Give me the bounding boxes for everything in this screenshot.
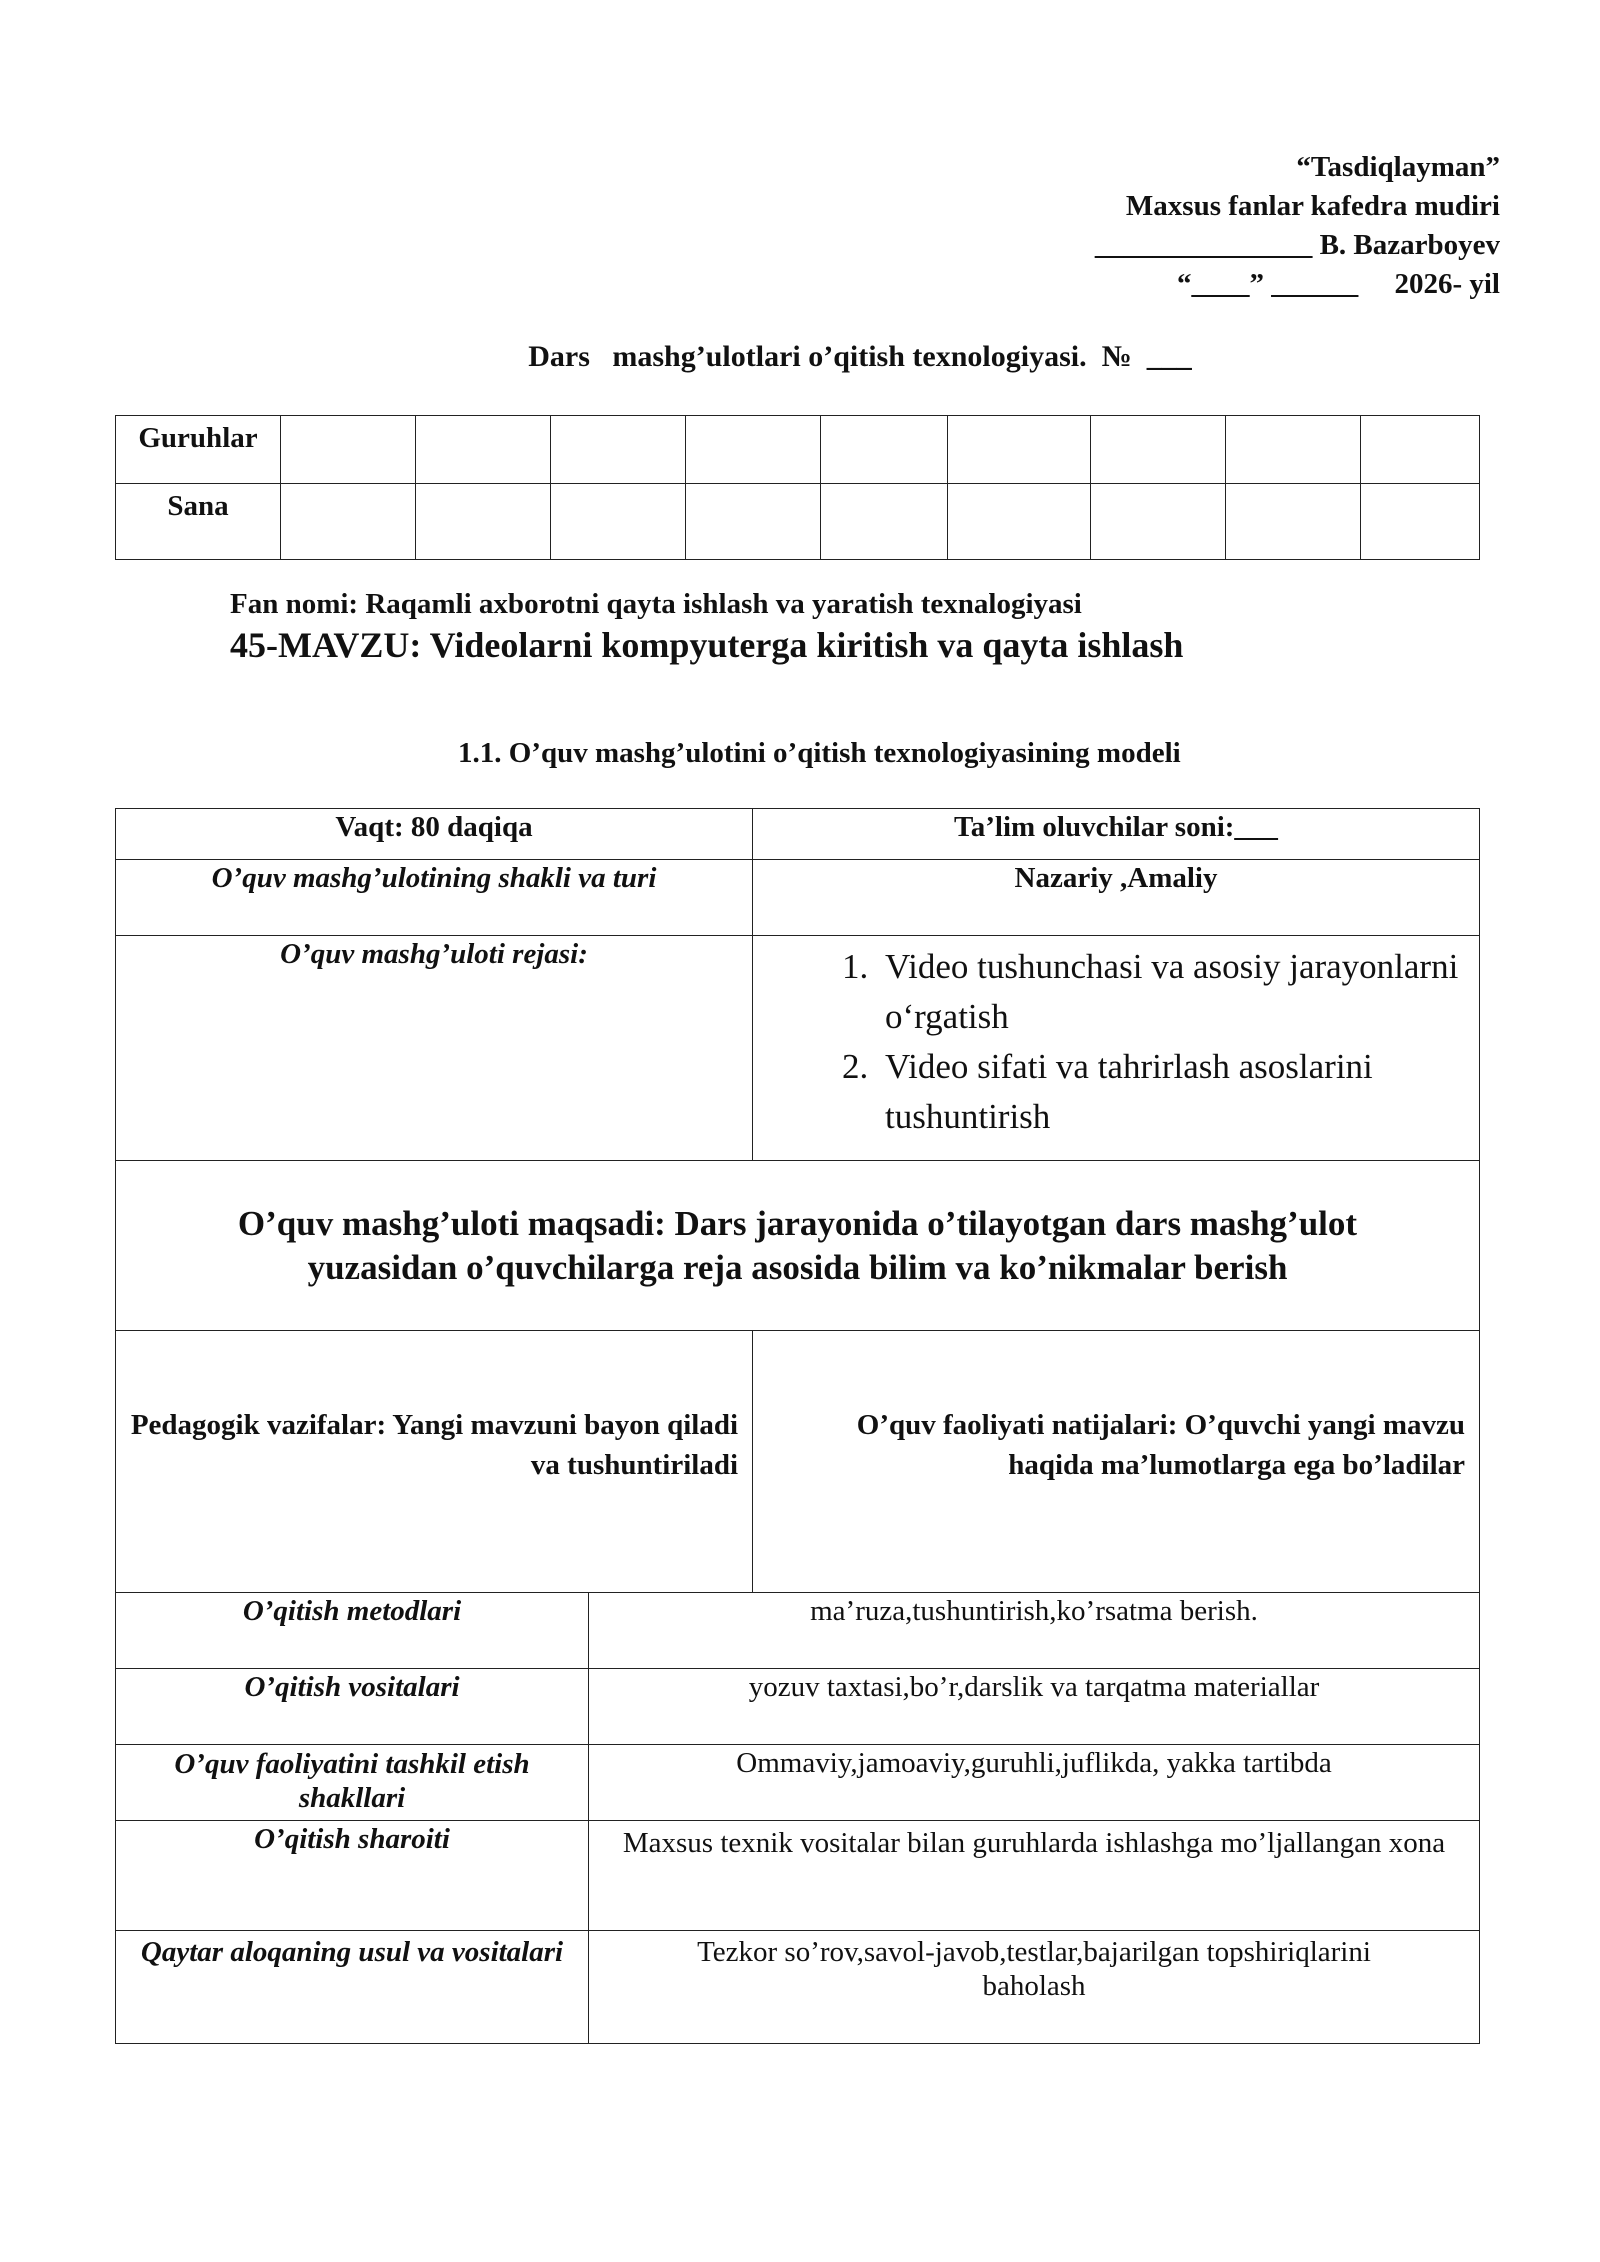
groups-cell [821, 416, 948, 484]
model-row-tasks [116, 1331, 1480, 1593]
date-row [116, 484, 1480, 560]
model-row-org [116, 1745, 1480, 1821]
org-value: Ommaviy,jamoaviy,guruhli,juflikda, yakka tartibda [589, 1745, 1480, 1821]
date-label: Sana [116, 484, 281, 560]
date-cell [821, 484, 948, 560]
tools-value: yozuv taxtasi,bo’r,darslik va tarqatma materiallar [589, 1669, 1480, 1745]
approval-title: “Tasdiqlayman” [1296, 151, 1500, 183]
approval-position: Maxsus fanlar kafedra mudiri [1125, 190, 1500, 222]
plan-list [767, 942, 1465, 1142]
results-cell: O’quv faoliyati natijalari: O’quvchi yangi mavzu haqida ma’lumotlarga ega bo’ladilar [753, 1331, 1480, 1593]
conditions-label: O’qitish sharoiti [116, 1821, 589, 1931]
form-value: Nazariy ,Amaliy [753, 860, 1480, 936]
conditions-value: Maxsus texnik vositalar bilan guruhlarda ishlashga mo’ljallangan xona [589, 1821, 1480, 1931]
model-row-feedback [116, 1931, 1480, 2044]
groups-cell [281, 416, 416, 484]
approval-date-line: “____” ______ 2026- yil [1176, 268, 1500, 300]
approval-block [1095, 148, 1500, 304]
date-cell [281, 484, 416, 560]
tools-label: O’qitish vositalari [116, 1669, 589, 1745]
approval-signature-line: _______________ B. Bazarboyev [1094, 229, 1500, 261]
model-row-methods [116, 1593, 1480, 1669]
time-cell: Vaqt: 80 daqiqa [116, 809, 753, 860]
groups-cell [1226, 416, 1361, 484]
plan-cell [753, 936, 1480, 1161]
model-row-form [116, 860, 1480, 936]
groups-cell [1361, 416, 1480, 484]
date-cell [948, 484, 1091, 560]
model-table [115, 808, 1480, 2044]
feedback-label: Qaytar aloqaning usul va vositalari [116, 1931, 589, 2044]
plan-label: O’quv mashg’uloti rejasi: [116, 936, 753, 1161]
model-row-tools [116, 1669, 1480, 1745]
methods-label: O’qitish metodlari [116, 1593, 589, 1669]
date-cell [1226, 484, 1361, 560]
date-cell [416, 484, 551, 560]
model-heading: 1.1. O’quv mashg’ulotini o’qitish texnologiyasining modeli [458, 737, 1181, 769]
model-row-time [116, 809, 1480, 860]
tasks-cell: Pedagogik vazifalar: Yangi mavzuni bayon qiladi va tushuntiriladi [116, 1331, 753, 1593]
groups-cell [416, 416, 551, 484]
date-cell [1091, 484, 1226, 560]
goal-line: O’quv mashg’uloti maqsadi: Dars jarayonida o’tilayotgan dars mashg’ulot [237, 1203, 1358, 1243]
model-row-goal [116, 1161, 1480, 1331]
methods-value: ma’ruza,tushuntirish,ko’rsatma berish. [589, 1593, 1480, 1669]
goal-cell [116, 1161, 1480, 1331]
groups-cell [1091, 416, 1226, 484]
groups-cell [551, 416, 686, 484]
lesson-title: Dars mashg’ulotlari o’qitish texnologiyasi. № ___ [528, 340, 1192, 373]
students-cell: Ta’lim oluvchilar soni:___ [753, 809, 1480, 860]
form-label: O’quv mashg’ulotining shakli va turi [116, 860, 753, 936]
date-cell [1361, 484, 1480, 560]
model-row-conditions [116, 1821, 1480, 1931]
groups-row [116, 416, 1480, 484]
org-label: O’quv faoliyatini tashkil etish shakllari [116, 1745, 589, 1821]
date-cell [686, 484, 821, 560]
plan-item: 1. Video tushunchasi va asosiy jarayonlarni o‘rgatish [877, 942, 1465, 1042]
groups-label: Guruhlar [116, 416, 281, 484]
topic-title: 45-MAVZU: Videolarni kompyuterga kiritish va qayta ishlash [230, 625, 1184, 665]
subject-name: Fan nomi: Raqamli axborotni qayta ishlash va yaratish texnalogiyasi [230, 588, 1082, 620]
groups-cell [948, 416, 1091, 484]
plan-item: 2. Video sifati va tahrirlash asoslarini tushuntirish [877, 1042, 1465, 1142]
date-cell [551, 484, 686, 560]
model-row-plan [116, 936, 1480, 1161]
feedback-value: Tezkor so’rov,savol-javob,testlar,bajarilgan topshiriqlarini baholash [589, 1931, 1480, 2044]
goal-line: yuzasidan o’quvchilarga reja asosida bilim va ko’nikmalar berish [307, 1247, 1288, 1287]
groups-cell [686, 416, 821, 484]
groups-table [115, 415, 1480, 560]
